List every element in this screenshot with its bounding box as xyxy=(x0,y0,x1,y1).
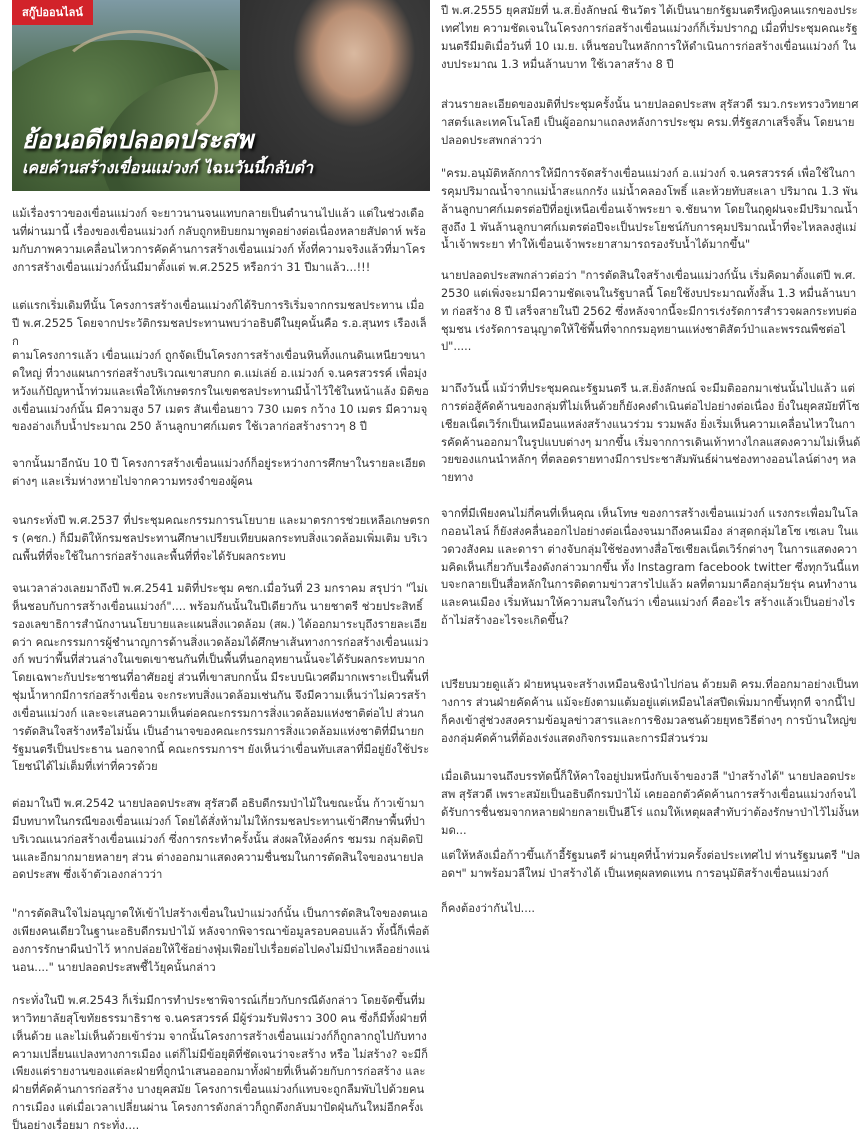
paragraph: ส่วนรายละเอียดของมติที่ประชุมครั้งนั้น นายปลอดประสพ สุรัสวดี รมว.กระทรวงวิทยาศาสตร์และเทคโนโลยี เป็นผู้ออกมาแถลงหลังการประชุม ครม.ที่รัฐสภาเสร็จสิ้น โดยนายปลอดประสพกล่าวว่า xyxy=(441,98,859,147)
paragraph: จากที่มีเพียงคนไม่กี่คนที่เห็นคุณ เห็นโทษ ของการสร้างเขื่อนแม่วงก์ แรงกระเพื่อมในโลกออนไลน์ ก็ยังส่งคลื่นออกไปอย่างต่อเนื่องจนมาถึงคนเมือง ล่าสุดกลุ่มไฮโซ เซเลบ ในแวดวงสังคม และดารา ต่างจับกลุ่มใช้ช่องทางสื่อโซเชียลเน็ตเวิร์กต่างๆ ในการแสดงความคิดเห็นเกี่ยวกับเรื่องดังกล่าวมากขึ้น ทั้ง Instagram facebook twitter ซึ่งทุกวันนี้แทบจะกลายเป็นสื่อหลักในการติดตามข่าวสารไปแล้ว ผลที่ตามมาคือกลุ่มวัยรุ่น คนทำงาน และคนเมือง เริ่มหันมาให้ความสนใจกันว่า เขื่อนแม่วงก์ คืออะไร สร้างแล้วเป็นอย่างไร ถ้าไม่สร้างอะไรจะเกิดขึ้น? xyxy=(441,507,859,628)
left-column xyxy=(12,0,430,1132)
hero-image xyxy=(12,0,430,191)
paragraph: จนกระทั่งปี พ.ศ.2537 ที่ประชุมคณะกรรมการนโยบาย และมาตรการช่วยเหลือเกษตรกร (คชก.) ก็มีมติให้กรมชลประทานศึกษาเปรียบเทียบผลกระทบสิ่งแวดล้อมเพิ่มเติม บริเวณพื้นที่ที่จะใช้ในการก่อสร้างและพื้นที่ที่จะได้รับผลกระทบ xyxy=(12,514,430,563)
paragraph: "การตัดสินใจไม่อนุญาตให้เข้าไปสร้างเขื่อนในป่าแม่วงก์นั้น เป็นการตัดสินใจของตนเองเพียงคนเดียวในฐานะอธิบดีกรมป่าไม้ หลังจากพิจารณาข้อมูลรอบคอบแล้ว ทั้งนี้ก็เพื่อต้องการรักษาผืนป่าไว้ หากปล่อยให้ใช้อย่างฟุ่มเฟือยไปเรื่อยต่อไปคงไม่มีป่าเหลืออย่างแน่นอน...." นายปลอดประสพชี้ไว้ยุคนั้นกล่าว xyxy=(12,907,430,974)
paragraph: แม้เรื่องราวของเขื่อนแม่วงก์ จะยาวนานจนแทบกลายเป็นตำนานไปแล้ว แต่ในช่วงเดือนที่ผ่านมานี้ เรื่องของเขื่อนแม่วงก์ กลับถูกหยิบยกมาพูดอย่างต่อเนื่องหลายสัปดาห์ พร้อมกับภาพความเคลื่อนไหวการคัดค้านการสร้างเขื่อนแม่วงก์ ทั้งที่ความจริงแล้วที่มาโครงการสร้างเขื่อนแม่วงก์นั้นมีมาตั้งแต่ พ.ศ.2525 หรือกว่า 31 ปีมาแล้ว...!!! xyxy=(12,207,426,274)
closing-line: ก็คงต้องว่ากันไป.... xyxy=(441,902,536,915)
paragraph: ปี พ.ศ.2555 ยุคสมัยที่ น.ส.ยิ่งลักษณ์ ชินวัตร ได้เป็นนายกรัฐมนตรีหญิงคนแรกของประเทศไทย ความชัดเจนในโครงการก่อสร้างเขื่อนแม่วงก์ก็เริ่มปรากฏ เมื่อที่ประชุมคณะรัฐมนตรีมีมติเมื่อวันที่ 10 เม.ย. เห็นชอบในหลักการให้ดำเนินการก่อสร้างเขื่อนแม่วงก์ ในงบประมาณ 1.3 หมื่นล้านบาท ใช้เวลาสร้าง 8 ปี xyxy=(441,4,858,71)
headline-main: ย้อนอดีตปลอดประสพ xyxy=(22,125,254,154)
paragraph: ตามโครงการแล้ว เขื่อนแม่วงก์ ถูกจัดเป็นโครงการสร้างเขื่อนหินทิ้งแกนดินเหนียวขนาดใหญ่ ที่วางแผนการก่อสร้างบริเวณเขาสบกก ต.แม่เล่ย์ อ.แม่วงก์ จ.นครสวรรค์ เพื่อมุ่งหวังแก้ปัญหาน้ำท่วมและเพื่อให้เกษตรกรในเขตชลประทานมีน้ำไว้ใช้ในหน้าแล้ง มิติของเขื่อนแม่วงก์นั้น มีความสูง 57 เมตร สันเขื่อนยาว 730 เมตร กว้าง 10 เมตร มีความจุของอ่างเก็บน้ำประมาณ 250 ล้านลูกบาศก์เมตร ใช้เวลาก่อสร้างราวๆ 8 ปี xyxy=(12,349,429,434)
paragraph: แต่แรกเริ่มเดิมทีนั้น โครงการสร้างเขื่อนแม่วงก์ได้ริบการริเริ่มจากกรมชลประทาน เมื่อปี พ.ศ.2525 โดยจากประวัติกรมชลประทานพบว่าอธิบดีในยุคนั้นคือ ร.อ.สุนทร เรืองเล็ก xyxy=(12,299,427,348)
paragraph: แต่ให้หลังเมื่อก้าวขึ้นเก้าอี้รัฐมนตรี ผ่านยุคที่น้ำท่วมครั้งต่อประเทศไป ท่านรัฐมนตรี "ปลอดฯ" มาพร้อมวลีใหม่ ป่าสร้างได้ เป็นเหตุผลทดแทน การอนุมัติสร้างเขื่อนแม่วงก์ xyxy=(441,849,861,880)
headline-sub: เคยค้านสร้างเขื่อนแม่วงก์ ไฉนวันนี้กลับดำ xyxy=(22,158,313,177)
paragraph: เปรียบมวยดูแล้ว ฝ่ายหนุนจะสร้างเหมือนชิงนำไปก่อน ด้วยมติ ครม.ที่ออกมาอย่างเป็นทางการ ส่วนฝ่ายคัดค้าน แม้จะยังตามแต้มอยู่แต่เหมือนไล่สปีดเพิ่มมากขึ้นทุกที จากนี้ไปก็คงเข้าสู่ช่วงสงครามข้อมูลข่าวสารและการชิงมวลชนด้วยยุทธวิธีต่างๆ การบ้านใหญ่ของกลุ่มคัดค้านที่ต้องเร่งแสดงกิจกรรมและการมีส่วนร่วม xyxy=(441,678,859,745)
paragraph: กระทั่งในปี พ.ศ.2543 ก็เริ่มมีการทำประชาพิจารณ์เกี่ยวกับกรณีดังกล่าว โดยจัดขึ้นที่มหาวิทยาลัยสุโขทัยธรรมาธิราช จ.นครสวรรค์ มีผู้ร่วมรับฟังราว 300 คน ซึ่งก็มีทั้งฝ่ายที่เห็นด้วย และไม่เห็นด้วยเข้าร่วม จากนั้นโครงการสร้างเขื่อนแม่วงก์ก็ถูกลากถูไปกับทางความเปลี่ยนแปลงทางการเมือง แต่ก็ไม่มีข้อยุติที่ชัดเจนว่าจะสร้าง หรือ ไม่สร้าง? จะมีก็เพียงแต่รายงานของแต่ละฝ่ายที่ถูกนำเสนอออกมาทั้งฝ่ายที่เห็นด้วยกับการก่อสร้าง และฝ่ายที่คัดค้านการก่อสร้าง บางยุคสมัย โครงการเขื่อนแม่วงก์แทบจะถูกลืมพับไปด้วยคนการเมือง แต่เมื่อเวลาเปลี่ยนผ่าน โครงการดังกล่าวก็ถูกดึงกลับมาปัดฝุ่นกันใหม่อีกครั้งเป็นอย่างเรื่อยมา กระทั่ง.... xyxy=(12,994,428,1132)
section-tag: สกู๊ปออนไลน์ xyxy=(12,0,93,25)
paragraph: จากนั้นมาอีกนับ 10 ปี โครงการสร้างเขื่อนแม่วงก์ก็อยู่ระหว่างการศึกษาในรายละเอียดต่างๆ และเริ่มห่างหายไปจากความทรงจำของผู้คน xyxy=(12,457,426,488)
paragraph: มาถึงวันนี้ แม้ว่าที่ประชุมคณะรัฐมนตรี น.ส.ยิ่งลักษณ์ จะมีมติออกมาเช่นนั้นไปแล้ว แต่การต่อสู้คัดค้านของกลุ่มที่ไม่เห็นด้วยก็ยังคงดำเนินต่อไปอย่างต่อเนื่อง ยิ่งในยุคสมัยที่โซเชียลเน็ตเวิร์กเป็นเหมือนแหล่งสร้างแนวร่วม รวมพลัง ยิ่งเริ่มเห็นความเคลื่อนไหวในการคัดค้านออกมาในรูปแบบต่างๆ มากขึ้น เริ่มจากการเดินเท้าทางไกลแสดงความไม่เห็นด้วยของแกนนำหลักๆ ที่ตลอดรายทางมีการประชาสัมพันธ์ผ่านช่องทางออนไลน์ต่างๆ หลายทาง xyxy=(441,382,861,485)
paragraph: จนเวลาล่วงเลยมาถึงปี พ.ศ.2541 มติที่ประชุม คชก.เมื่อวันที่ 23 มกราคม สรุปว่า "ไม่เห็นชอบกับการสร้างเขื่อนแม่วงก์".... พร้อมกันนั้นในปีเดียวกัน นายชาตรี ช่วยประสิทธิ์ รองเลขาธิการสำนักงานนโยบายและแผนสิ่งแวดล้อม (สผ.) ได้ออกมาระบุถึงรายละเอียดว่า คณะกรรมการผู้ชำนาญการด้านสิ่งแวดล้อมได้ศึกษาเส้นทางการก่อสร้างเขื่อนแม่วงก์ พบว่าพื้นที่ส่วนล่างในเขตเขาชนกันที่เป็นพื้นที่นอกอุทยานนั้นจะได้รับผลกระทบมากโดยเฉพาะกับประชาชนที่อาศัยอยู่ ส่วนที่เขาสบกกนั้น มีระบบนิเวศดีมากเพราะเป็นพื้นที่ชุ่มน้ำหากมีการก่อสร้างเขื่อน จะกระทบสิ่งแวดล้อมเช่นกัน จึงมีความเห็นว่าไม่ควรสร้างเขื่อนแม่วงก์ และจะเสนอความเห็นต่อคณะกรรมการสิ่งแวดล้อมแห่งชาติต่อไป ส่วนการตัดสินใจสร้างหรือไม่นั้น เป็นอำนาจของคณะกรรมการสิ่งแวดล้อมแห่งชาติที่มีนายกรัฐมนตรีเป็นประธาน นอกจากนี้ คณะกรรมการฯ ยังเห็นว่าเขื่อนทับเสลาที่มีอยู่ยังใช้ประโยชน์ได้ไม่เต็มที่เท่าที่ควรด้วย xyxy=(12,582,430,774)
paragraph: เมื่อเดินมาจนถึงบรรทัดนี้ก็ให้คาใจอยู่ปมหนึ่งกับเจ้าของวลี "ป่าสร้างได้" นายปลอดประสพ สุรัสวดี เพราะสมัยเป็นอธิบดีกรมป่าไม้ เคยออกตัวคัดค้านการสร้างเขื่อนแม่วงก์จนได้รับการชื่นชมจากหลายฝ่ายกลายเป็นฮีโร่ แถมให้เหตุผลสำทับว่าต้องรักษาป่าไว้ไม่งั้นหมด... xyxy=(441,770,860,837)
quote-paragraph: "ครม.อนุมัติหลักการให้มีการจัดสร้างเขื่อนแม่วงก์ อ.แม่วงก์ จ.นครสวรรค์ เพื่อใช้ในการคุมปริมาณน้ำจากแม่น้ำสะแกกรัง แม่น้ำคลองโพธิ์ และห้วยทับสะเลา ปริมาณ 1.3 พันล้านลูกบาศก์เมตรต่อปีที่อยู่เหนือเขื่อนเจ้าพระยา จ.ชัยนาท โดยในฤดูฝนจะมีปริมาณน้ำสูงถึง 1 พันล้านลูกบาศก์เมตรต่อปีจะเป็นประโยชน์กับการคุมปริมาณน้ำที่จะไหลลงสู่แม่น้ำเจ้าพระยา ทำให้เขื่อนเจ้าพระยาสามารถรองรับน้ำได้มากขึ้น" xyxy=(441,167,859,252)
quote-paragraph: นายปลอดประสพกล่าวต่อว่า "การตัดสินใจสร้างเขื่อนแม่วงก์นั้น เริ่มคิดมาตั้งแต่ปี พ.ศ.2530 แต่เพิ่งจะมามีความชัดเจนในรัฐบาลนี้ โดยใช้งบประมาณทั้งสิ้น 1.3 หมื่นล้านบาท ก่อสร้าง 8 ปี เสร็จสายในปี 2562 ซึ่งหลังจากนี้จะมีการเร่งรัดการสำรวจผลกระทบต่อชุมชน เร่งรัดการอนุญาตให้ใช้พื้นที่จากกรมอุทยานแห่งชาติสัตว์ป่าและพรรณพืชต่อไป"..... xyxy=(441,269,857,354)
paragraph: ต่อมาในปี พ.ศ.2542 นายปลอดประสพ สุรัสวดี อธิบดีกรมป่าไม้ในขณะนั้น ก้าวเข้ามามีบทบาทในกรณีของเขื่อนแม่วงก์ โดยได้สั่งห้ามไม่ให้กรมชลประทานเข้าศึกษาพื้นที่ป่าบริเวณแนวก่อสร้างเขื่อนแม่วงก์ ซึ่งการกระทำครั้งนั้น ส่งผลให้องค์กร ชมรม กลุ่มติดปินและอีกมากมายหลายๆ ส่วน ต่างออกมาแสดงความชื่นชมในการตัดสินใจของนายปลอดประสพ ซึ่งเจ้าตัวเองกล่าวว่า xyxy=(12,797,426,882)
